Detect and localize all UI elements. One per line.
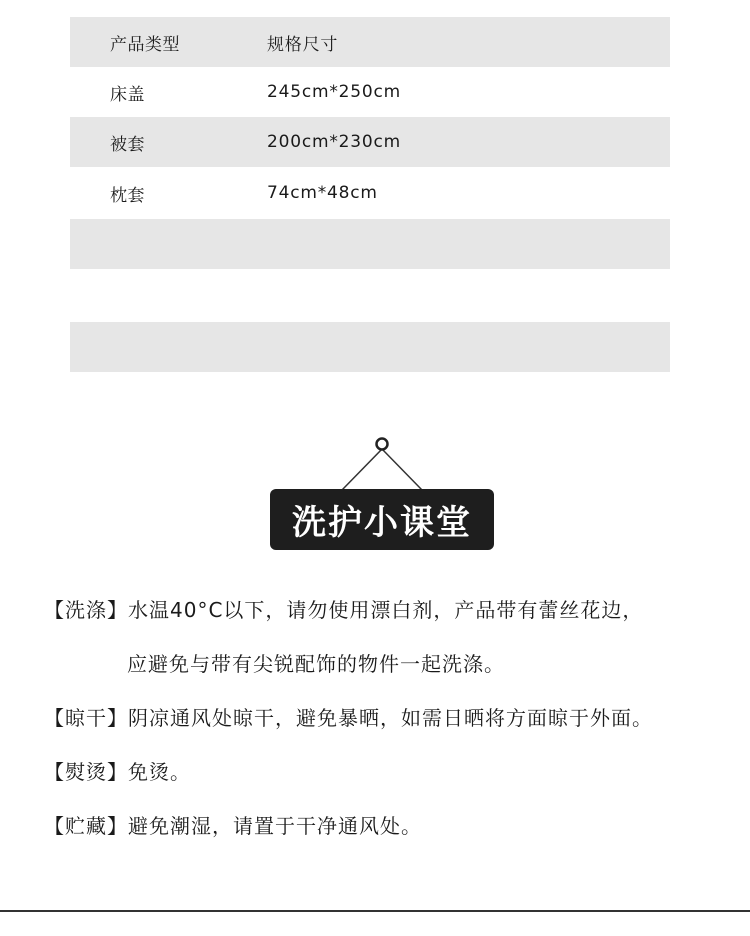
care-text: 阴凉通风处晾干，避免暴晒，如需日晒将方面晾于外面。 — [128, 706, 653, 730]
row-size: 200cm*230cm — [267, 132, 402, 152]
care-label: 【晾干】 — [44, 706, 128, 730]
care-text: 免烫。 — [128, 760, 191, 784]
care-note-washing — [44, 598, 643, 622]
table-row — [70, 167, 670, 219]
bottom-divider — [0, 910, 750, 912]
row-type: 床盖 — [110, 84, 145, 105]
hanging-hook-icon — [270, 436, 494, 496]
row-size: 245cm*250cm — [267, 82, 402, 102]
care-note-ironing — [44, 760, 191, 784]
care-label: 【贮藏】 — [44, 814, 128, 838]
table-row — [70, 219, 670, 269]
row-type: 枕套 — [110, 185, 145, 206]
header-size: 规格尺寸 — [267, 34, 339, 55]
care-text: 避免潮湿，请置于干净通风处。 — [128, 814, 422, 838]
header-type: 产品类型 — [110, 34, 180, 55]
spec-table — [70, 17, 670, 372]
table-header-row — [70, 17, 670, 67]
table-row — [70, 322, 670, 372]
care-note-storage — [44, 814, 422, 838]
table-row — [70, 269, 670, 322]
care-label: 【洗涤】 — [44, 598, 128, 622]
care-note-washing-continuation: 应避免与带有尖锐配饰的物件一起洗涤。 — [127, 652, 505, 676]
table-row — [70, 67, 670, 117]
care-sign — [270, 436, 494, 552]
table-row — [70, 117, 670, 167]
care-text: 水温40°C以下，请勿使用漂白剂，产品带有蕾丝花边， — [128, 598, 644, 622]
care-note-drying — [44, 706, 653, 730]
row-size: 74cm*48cm — [267, 183, 378, 203]
sign-title: 洗护小课堂 — [292, 503, 472, 543]
sign-board — [270, 489, 494, 550]
row-type: 被套 — [110, 134, 145, 155]
care-label: 【熨烫】 — [44, 760, 128, 784]
